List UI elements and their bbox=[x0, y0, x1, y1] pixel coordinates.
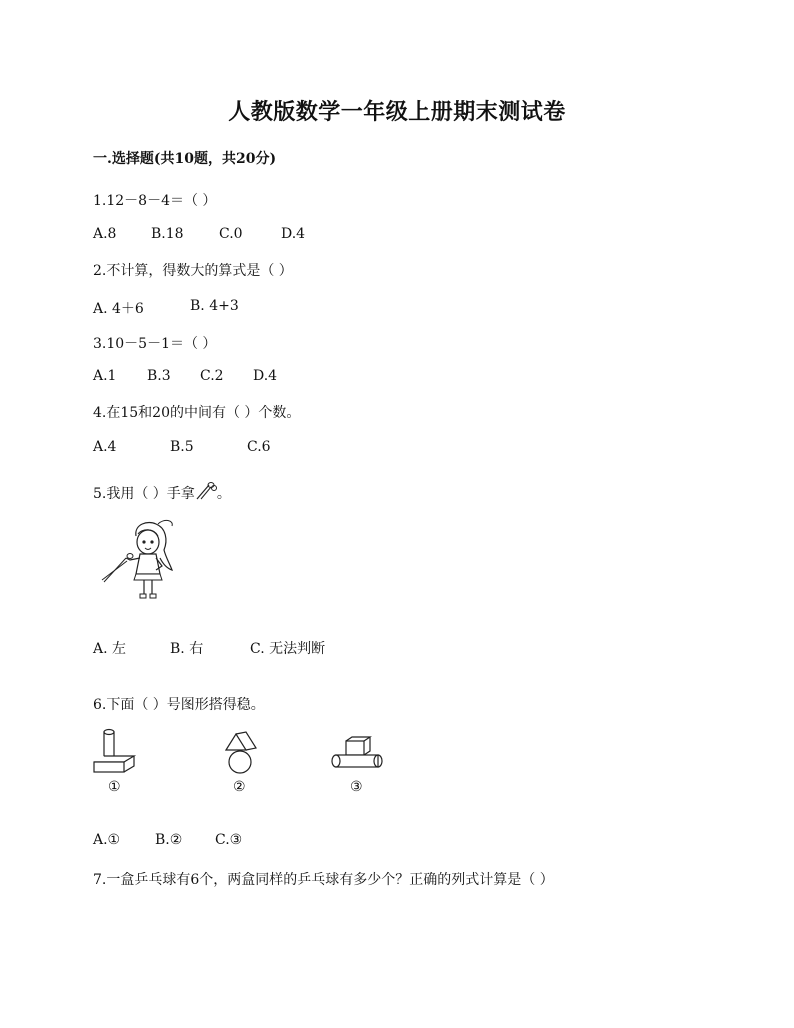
figure-label-3: ③ bbox=[350, 779, 363, 795]
option-b: B.5 bbox=[170, 439, 194, 455]
option-c: C.0 bbox=[219, 226, 243, 242]
option-c: C.2 bbox=[200, 368, 224, 384]
option-d: D.4 bbox=[281, 226, 306, 242]
option-a: A.① bbox=[93, 832, 121, 848]
option-d: D.4 bbox=[253, 368, 278, 384]
page-title: 人教版数学一年级上册期末测试卷 bbox=[228, 99, 566, 125]
question-7: 7.一盒乒乓球有6个，两盒同样的乒乓球有多少个？正确的列式计算是（ ） bbox=[93, 872, 554, 888]
question-5-text-end: 。 bbox=[216, 486, 231, 502]
option-a: A.1 bbox=[93, 368, 117, 384]
option-b: B.② bbox=[155, 832, 183, 848]
question-3: 3.10－5－1＝（ ） bbox=[93, 336, 217, 352]
option-a: A. 4＋6 bbox=[93, 301, 144, 317]
question-1: 1.12－8－4＝（ ） bbox=[93, 193, 217, 209]
figure-label-1: ① bbox=[108, 779, 121, 795]
option-c: C.③ bbox=[215, 832, 243, 848]
stacked-shape-1 bbox=[90, 726, 140, 778]
question-5 bbox=[93, 481, 231, 503]
figure-label-2: ② bbox=[233, 779, 246, 795]
question-5-text: 5.我用（ ）手拿 bbox=[93, 486, 195, 502]
option-a: A.4 bbox=[93, 439, 117, 455]
question-4: 4.在15和20的中间有（ ）个数。 bbox=[93, 405, 301, 421]
question-6: 6.下面（ ）号图形搭得稳。 bbox=[93, 697, 265, 713]
option-b: B.18 bbox=[151, 226, 184, 242]
stacked-shape-2 bbox=[220, 728, 260, 778]
scissors-icon bbox=[195, 481, 217, 501]
option-a: A. 左 bbox=[93, 641, 127, 657]
section-heading: 一.选择题(共10题，共20分) bbox=[93, 151, 277, 167]
option-b: B.3 bbox=[147, 368, 171, 384]
option-b: B. 右 bbox=[170, 641, 204, 657]
option-c: C.6 bbox=[247, 439, 271, 455]
girl-with-scissors-illustration bbox=[100, 518, 180, 602]
option-b: B. 4+3 bbox=[190, 298, 239, 314]
stacked-shape-3 bbox=[330, 733, 384, 773]
question-2: 2.不计算，得数大的算式是（ ） bbox=[93, 263, 293, 279]
option-c: C. 无法判断 bbox=[250, 641, 326, 657]
option-a: A.8 bbox=[93, 226, 117, 242]
